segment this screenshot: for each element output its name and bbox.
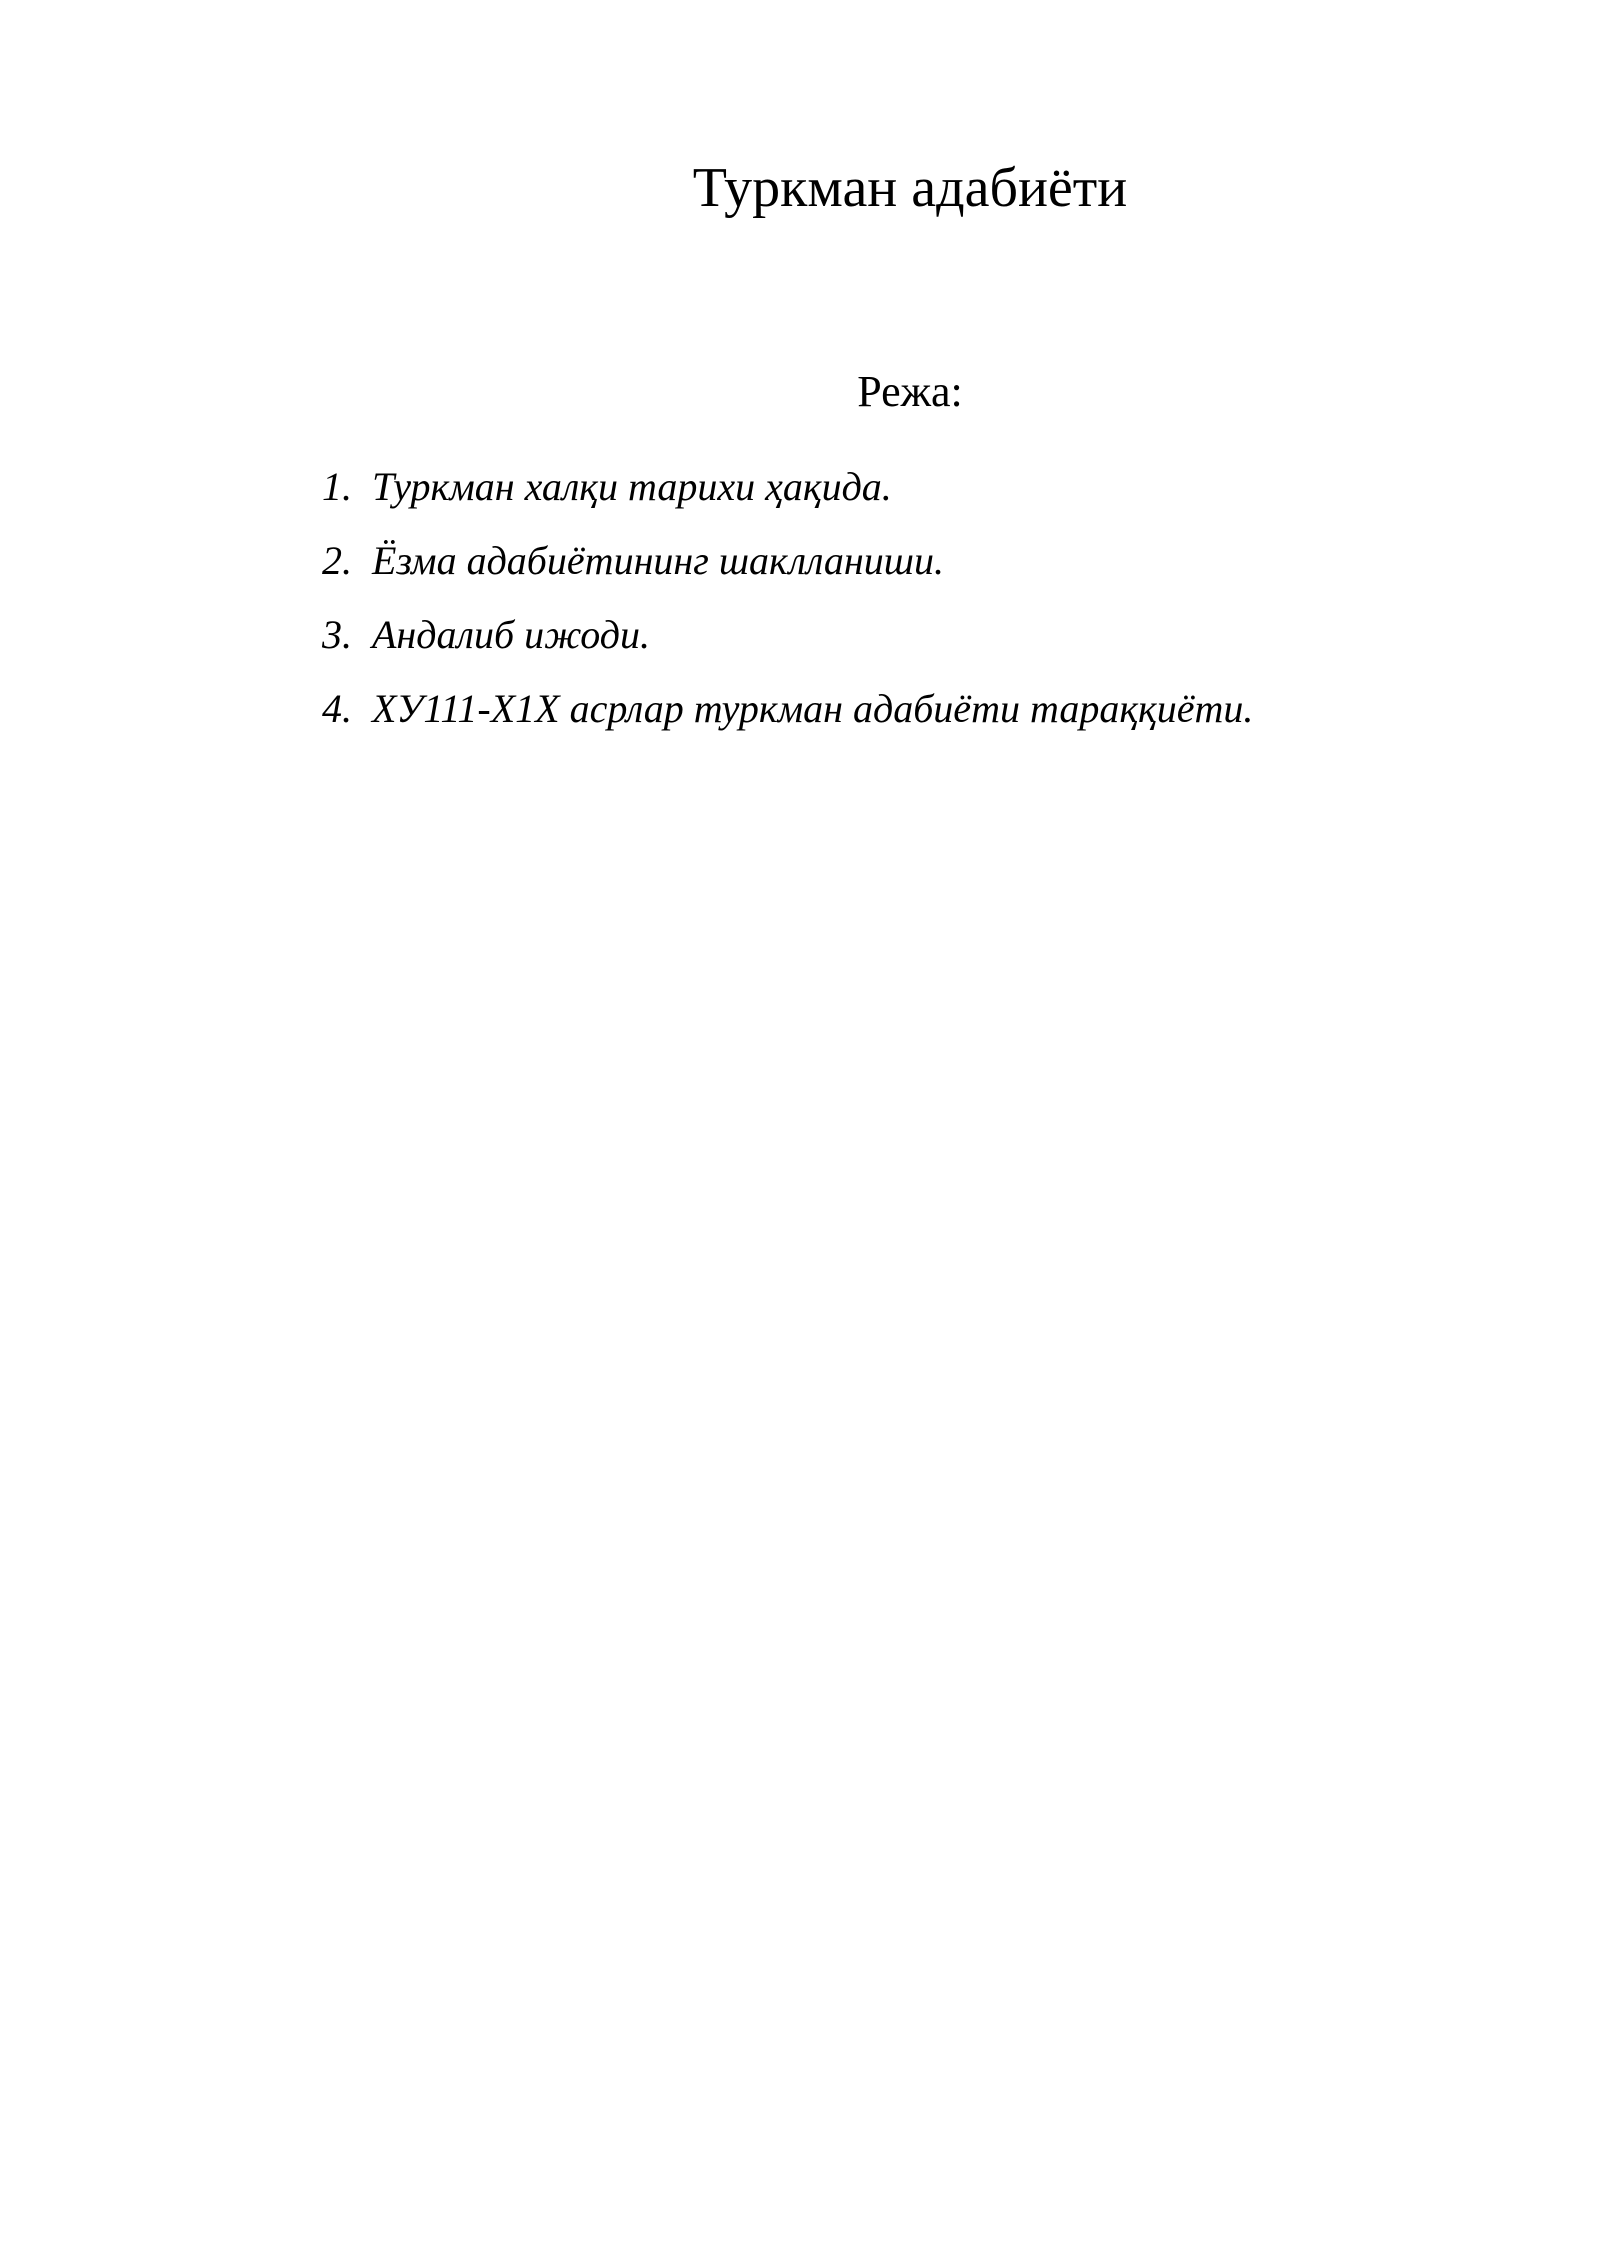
plan-item-4 xyxy=(322,672,1422,746)
plan-item-text: Туркман халқи тарихи ҳақида. xyxy=(372,464,892,509)
plan-item-1 xyxy=(322,450,1422,524)
plan-heading: Режа: xyxy=(857,367,963,416)
plan-item-number: 3. xyxy=(322,612,352,657)
plan-item-number: 1. xyxy=(322,464,352,509)
plan-item-number: 2. xyxy=(322,538,352,583)
plan-item-text: Андалиб ижоди. xyxy=(372,612,650,657)
plan-item-text: Ёзма адабиётининг шаклланиши. xyxy=(372,538,944,583)
plan-item-text: ХУ111-Х1Х асрлар туркман адабиёти тараққиёти. xyxy=(372,686,1254,731)
plan-item-3 xyxy=(322,598,1422,672)
plan-item-2 xyxy=(322,524,1422,598)
plan-item-number: 4. xyxy=(322,686,352,731)
plan-list xyxy=(322,450,1422,746)
document-title: Туркман адабиёти xyxy=(692,157,1128,219)
